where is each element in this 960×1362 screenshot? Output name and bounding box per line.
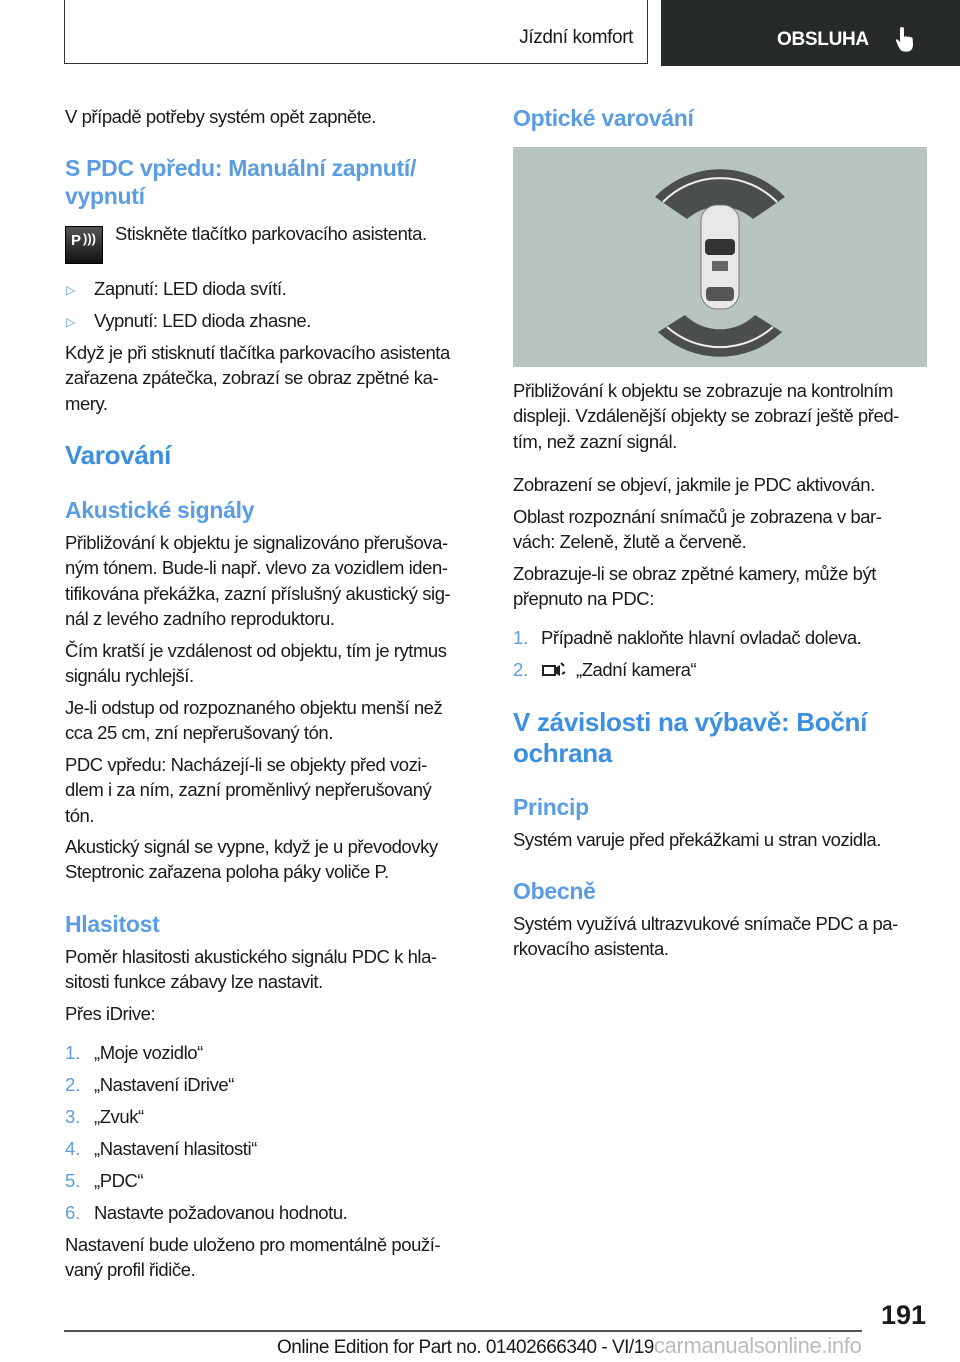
step-number: 2. <box>65 1074 81 1095</box>
volume-heading: Hlasitost <box>65 911 160 937</box>
pointing-hand-icon <box>895 25 917 53</box>
optical-paragraph: Zobrazení se objeví, jakmile je PDC aktivován. <box>513 474 875 495</box>
footer-divider <box>64 1330 862 1332</box>
volume-paragraph: Přes iDrive: <box>65 1003 156 1024</box>
optical-heading: Optické varování <box>513 105 694 131</box>
general-paragraph: Systém využívá ultrazvukové snímače PDC a pa- rkovacího asistenta. <box>513 913 898 960</box>
step-number: 5. <box>65 1170 81 1191</box>
page-number: 191 <box>880 1300 926 1330</box>
acoustic-heading: Akustické signály <box>65 497 255 523</box>
watermark: carmanualsonline.info <box>653 1333 862 1358</box>
acoustic-paragraph: Čím kratší je vzdálenost od objektu, tím je rytmus signálu rychlejší. <box>65 640 447 687</box>
step-number: 2. <box>513 659 529 680</box>
optical-paragraph: Přibližování k objektu se zobrazuje na kontrolním displeji. Vzdálenější objekty se zobrazí ještě před- tím, než zazní signál. <box>513 380 899 452</box>
list-item: Vypnutí: LED dioda zhasne. <box>94 310 311 331</box>
side-protection-heading: V závislosti na výbavě: Boční ochrana <box>513 707 867 768</box>
volume-paragraph: Poměr hlasitosti akustického signálu PDC k hla- sitosti funkce zábavy lze nastavit. <box>65 946 437 993</box>
pdc-display-illustration <box>513 147 927 367</box>
section-header <box>64 0 648 64</box>
list-item: „PDC“ <box>94 1170 144 1191</box>
parking-assistant-button-icon: P ))) <box>65 226 103 264</box>
footer-edition <box>277 1333 862 1359</box>
general-heading: Obecně <box>513 878 596 904</box>
principle-paragraph: Systém varuje před překážkami u stran vozidla. <box>513 829 881 850</box>
step-number: 1. <box>513 627 529 648</box>
section-title: Jízdní komfort <box>519 27 633 48</box>
car-with-sensor-arcs-icon <box>513 147 927 367</box>
acoustic-paragraph: Akustický signál se vypne, když je u převodovky Steptronic zařazena poloha páky voliče P. <box>65 836 438 883</box>
principle-heading: Princip <box>513 794 589 820</box>
list-item: „Nastavení hlasitosti“ <box>94 1138 257 1159</box>
step-number: 1. <box>65 1042 81 1063</box>
bullet-triangle-icon: ▷ <box>66 283 76 297</box>
list-item: Případně nakloňte hlavní ovladač doleva. <box>541 627 862 648</box>
chapter-tab <box>661 0 960 66</box>
optical-paragraph: Oblast rozpoznání snímačů je zobrazena v bar- vách: Zeleně, žlutě a červeně. <box>513 506 882 553</box>
acoustic-paragraph: PDC vpředu: Nacházejí-li se objekty před vozi- dlem i za ním, zazní proměnlivý nepřerušovaný tón. <box>65 754 432 826</box>
pdc-front-heading: S PDC vpředu: Manuální zapnutí/ vypnutí <box>65 155 417 209</box>
reverse-gear-paragraph: Když je při stisknutí tlačítka parkovacího asistenta zařazena zpátečka, zobrazí se obraz zpětné ka- mery. <box>65 342 450 414</box>
step-number: 3. <box>65 1106 81 1127</box>
chapter-title: OBSLUHA <box>777 29 869 50</box>
warning-heading: Varování <box>65 440 171 470</box>
volume-paragraph: Nastavení bude uloženo pro momentálně použí- vaný profil řidiče. <box>65 1234 441 1281</box>
rear-camera-icon <box>541 661 567 679</box>
acoustic-paragraph: Je-li odstup od rozpoznaného objektu menší než cca 25 cm, zní nepřerušovaný tón. <box>65 697 443 744</box>
optical-paragraph: Zobrazuje-li se obraz zpětné kamery, může být přepnuto na PDC: <box>513 563 876 610</box>
list-item: „Moje vozidlo“ <box>94 1042 203 1063</box>
bullet-triangle-icon: ▷ <box>66 315 76 329</box>
step-number: 6. <box>65 1202 81 1223</box>
list-item: „Zadní kamera“ <box>576 659 697 680</box>
edition-text: Online Edition for Part no. 01402666340 - VI/19 <box>277 1337 654 1358</box>
list-item: Nastavte požadovanou hodnotu. <box>94 1202 348 1223</box>
list-item: „Zvuk“ <box>94 1106 144 1127</box>
step-number: 4. <box>65 1138 81 1159</box>
list-item: „Nastavení iDrive“ <box>94 1074 234 1095</box>
list-item: Zapnutí: LED dioda svítí. <box>94 278 287 299</box>
intro-paragraph: V případě potřeby systém opět zapněte. <box>65 106 376 127</box>
pdc-step-text: Stiskněte tlačítko parkovacího asistenta. <box>115 223 427 244</box>
acoustic-paragraph: Přibližování k objektu je signalizováno přerušova- ným tónem. Bude-li např. vlevo za vozidlem iden- tifikována překážka, zazní příslušný akustický sig- nál z levého zadního reproduktoru. <box>65 532 451 629</box>
